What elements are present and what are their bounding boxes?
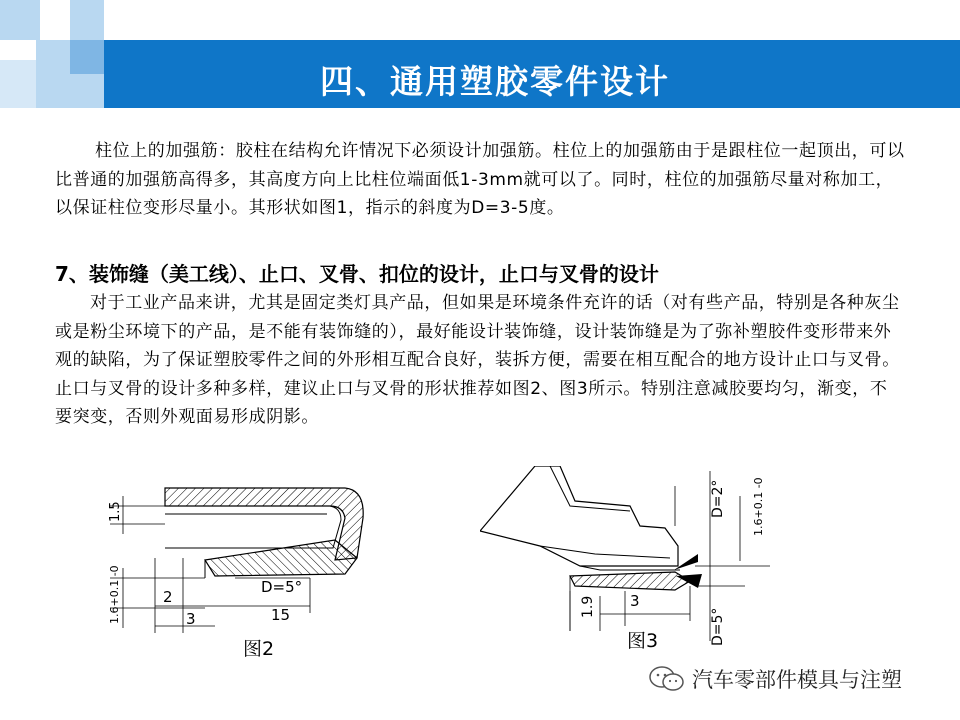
fig2-dim-3: 3 xyxy=(186,610,196,628)
fig2-dim-15: 15 xyxy=(271,606,291,624)
paragraph-pillar-ribs: 柱位上的加强筋：胶柱在结构允许情况下必须设计加强筋。柱位上的加强筋由于是跟柱位一起顶出，可以比普通的加强筋高得多，其高度方向上比柱位端面低1-3mm就可以了。同时，柱位的加强筋尽量对称加工，以保证柱位变形尽量小。其形状如图1，指示的斜度为D=3-5度。 xyxy=(55,141,905,218)
fig2-dim-2: 2 xyxy=(163,588,173,606)
figure-3-caption: 图3 xyxy=(627,630,659,652)
fig3-dim-3: 3 xyxy=(630,592,640,610)
wechat-icon xyxy=(648,664,686,694)
fig3-dim-d5: D=5° xyxy=(710,607,726,646)
paragraph-decorative-seams: 对于工业产品来讲，尤其是固定类灯具产品，但如果是环境条件充许的话（对有些产品，特别是各种灰尘或是粉尘环境下的产品，是不能有装饰缝的），最好能设计装饰缝，设计装饰缝是为了弥补塑胶件变形带来外观的缺陷，为了保证塑胶零件之间的外形相互配合良好，装拆方便，需要在相互配合的地方设计止口与叉骨。止口与叉骨的设计多种多样，建议止口与叉骨的形状推荐如图2、图3所示。特别注意减胶要均匀，渐变，不要突变，否则外观面易形成阴影。 xyxy=(55,293,900,427)
decor-square-2 xyxy=(70,0,104,40)
slide-title: 四、通用塑胶零件设计 xyxy=(320,62,670,101)
fig3-dim-19: 1.9 xyxy=(580,595,596,618)
figure-2-drawing xyxy=(95,478,395,638)
figure-2-caption: 图2 xyxy=(243,638,275,660)
decor-square-1 xyxy=(0,0,40,40)
watermark-text: 汽车零部件模具与注塑 xyxy=(692,668,902,692)
fig2-dim-tolerance: 1.6+0.1 -0 xyxy=(108,565,121,624)
fig3-dim-16: 1.6+0.1 -0 xyxy=(752,477,765,536)
watermark xyxy=(648,664,902,694)
decor-square-5 xyxy=(70,40,104,74)
fig2-dim-d: D=5° xyxy=(261,578,303,596)
fig2-dim-15-top: 1.5 xyxy=(108,501,123,522)
fig3-dim-d2: D=2° xyxy=(710,479,726,518)
section-heading: 7、装饰缝（美工线）、止口、叉骨、扣位的设计，止口与叉骨的设计 xyxy=(55,262,659,286)
decor-square-4 xyxy=(0,60,36,108)
